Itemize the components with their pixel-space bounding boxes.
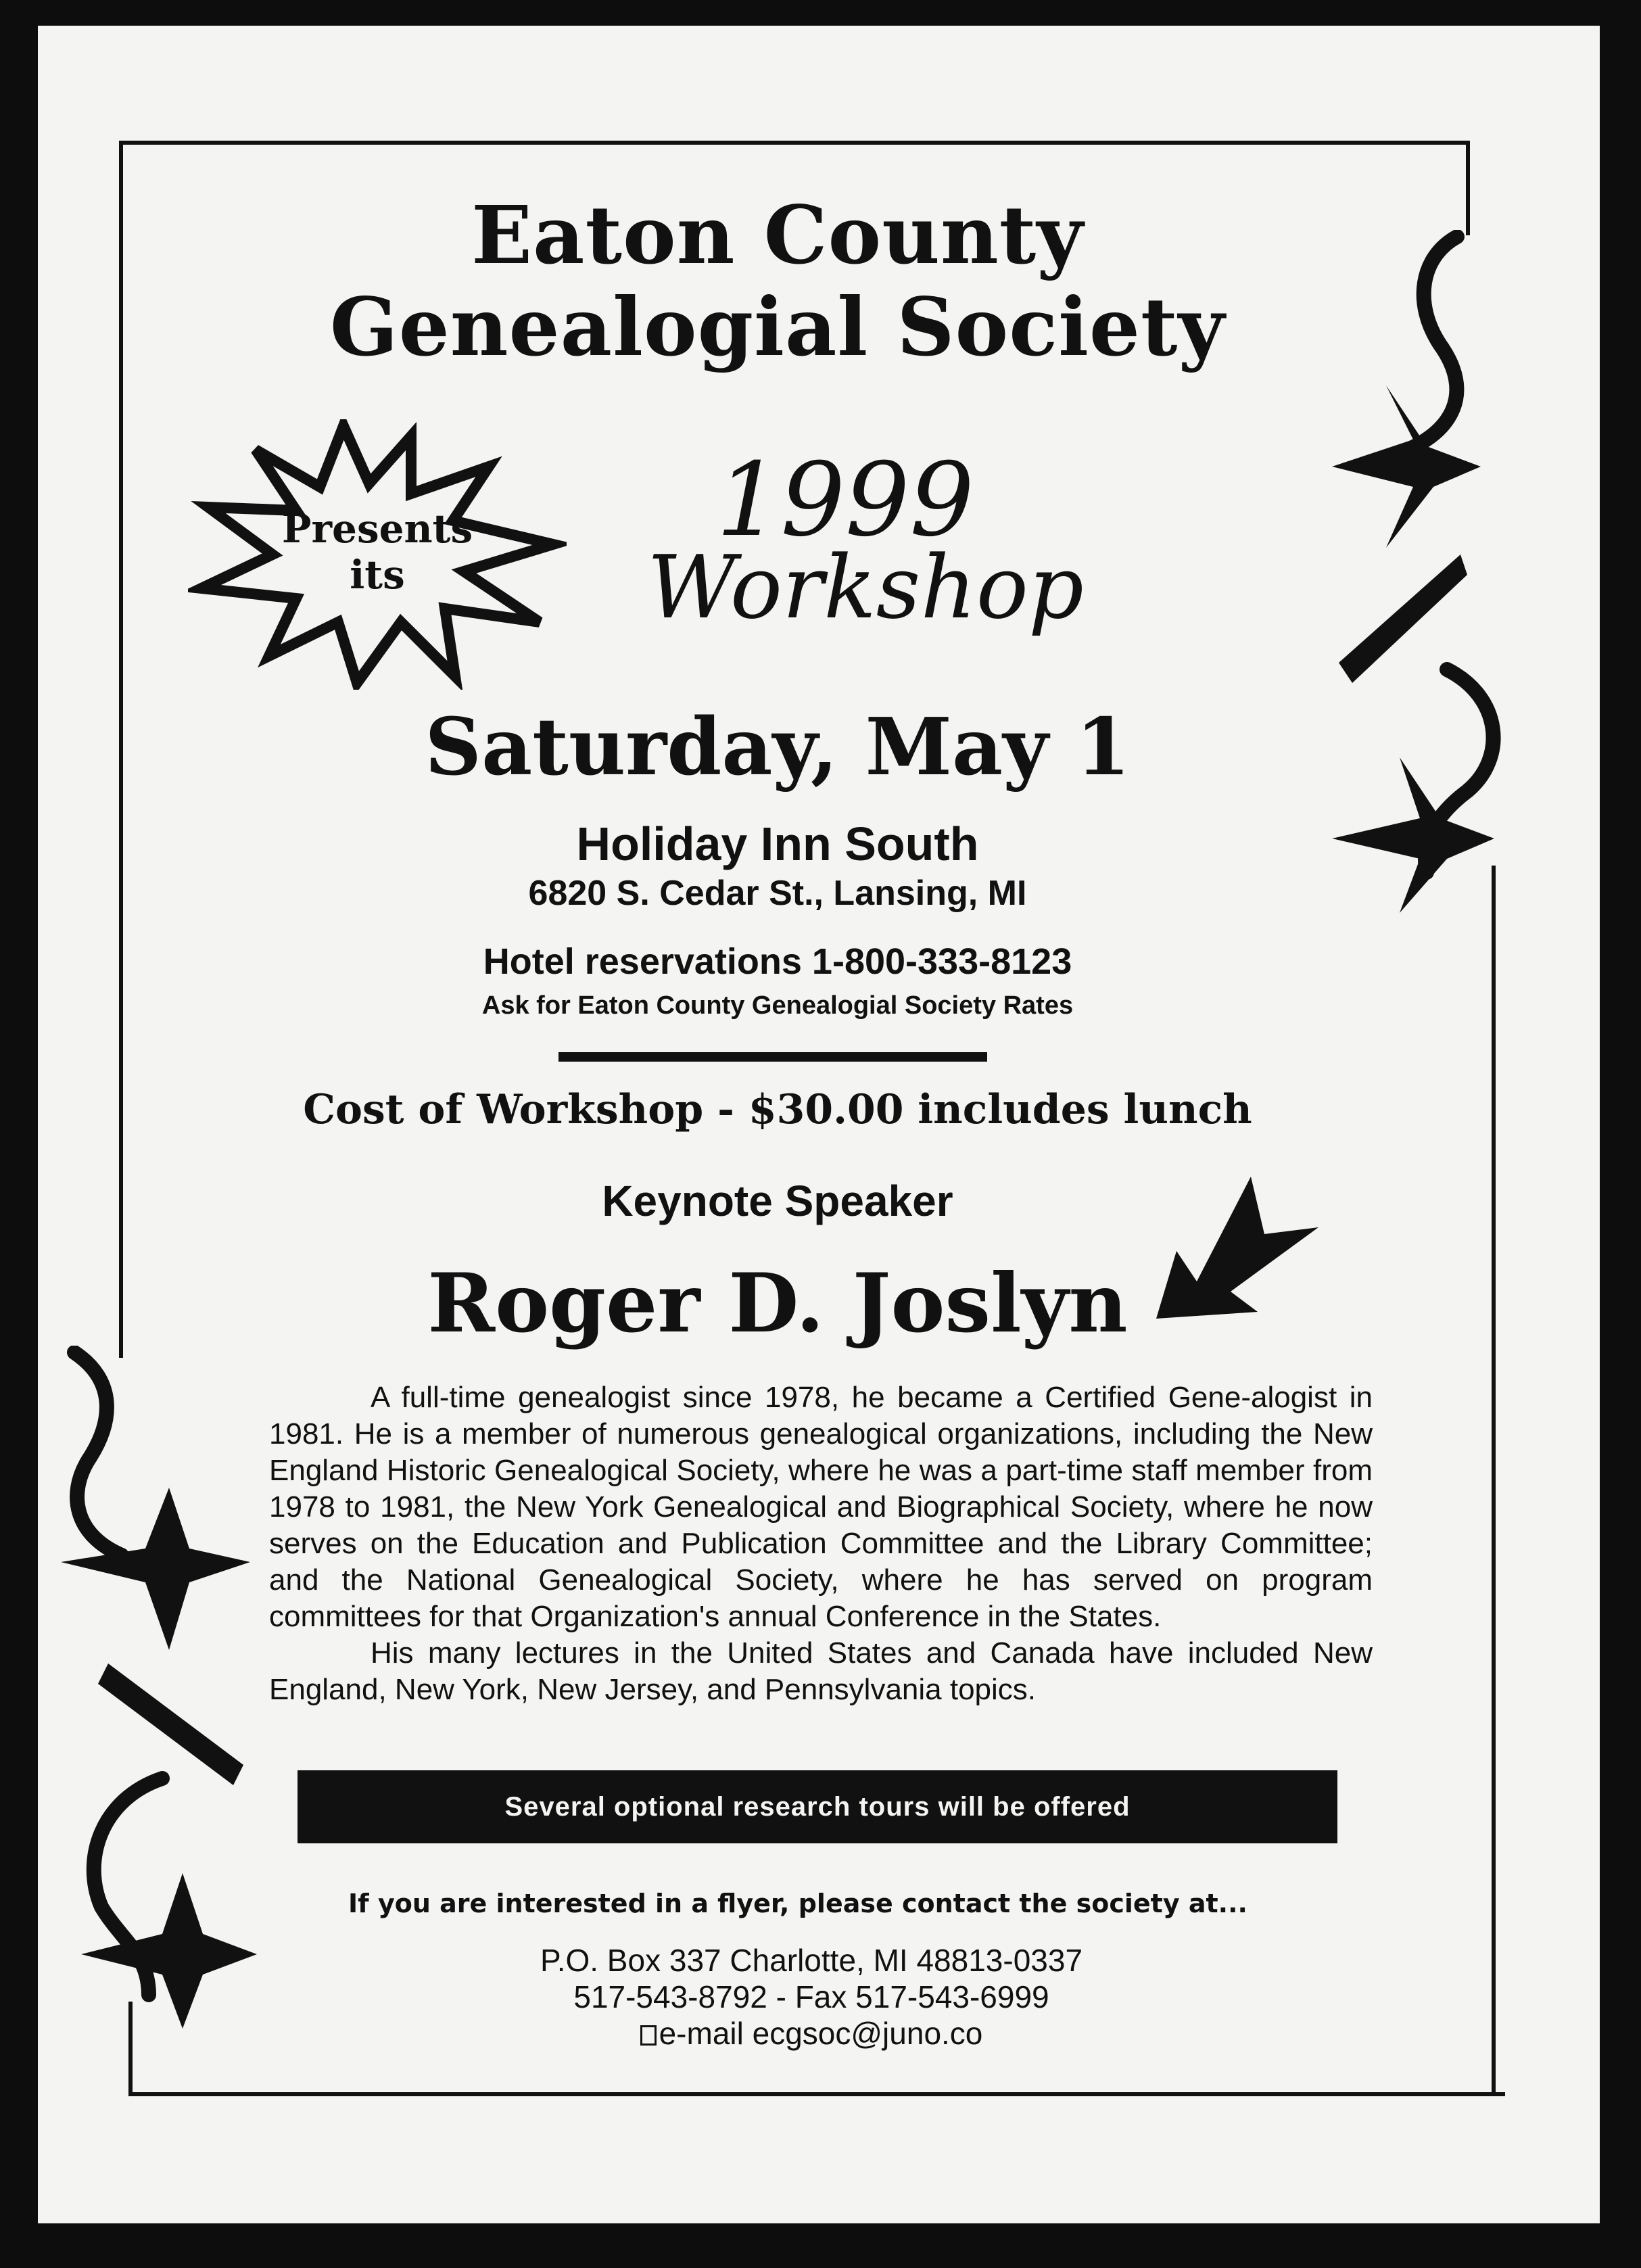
flyer-contact-intro: If you are interested in a flyer, please contact the society at... <box>348 1889 1247 1918</box>
border-right-upper <box>1466 141 1470 235</box>
burst-label <box>269 506 485 598</box>
event-date: Saturday, May 1 <box>425 701 1131 793</box>
rates-note: Ask for Eaton County Genealogial Society Rates <box>481 991 1074 1020</box>
border-top <box>119 141 1470 145</box>
email-box-icon <box>640 2025 657 2046</box>
left-flourish-icon <box>61 1346 264 2035</box>
title-line-1: Eaton County <box>471 188 1084 282</box>
burst-line-1: Presents <box>281 506 473 552</box>
email-line <box>406 2015 1217 2052</box>
speaker-bio <box>269 1379 1373 1708</box>
divider-rule <box>558 1052 987 1062</box>
keynote-label: Keynote Speaker <box>602 1177 953 1225</box>
venue-address: 6820 S. Cedar St., Lansing, MI <box>528 874 1027 913</box>
workshop-cost: Cost of Workshop - $30.00 includes lunch <box>303 1086 1252 1133</box>
workshop-title: Workshop <box>647 538 1084 638</box>
border-left-upper <box>119 141 123 1358</box>
workshop-year: 1999 <box>716 442 974 559</box>
email-address: e-mail ecgsoc@juno.co <box>659 2016 983 2051</box>
bio-paragraph-2: His many lectures in the United States and Canada have included New England, New York, New Jersey, and Pennsylvania topics. <box>269 1636 1373 1706</box>
hotel-reservations: Hotel reservations 1-800-333-8123 <box>483 941 1072 982</box>
title-line-2: Genealogial Society <box>329 280 1226 374</box>
burst-line-2: its <box>350 552 405 598</box>
contact-block <box>406 1942 1217 2052</box>
border-bottom <box>128 2092 1505 2096</box>
phone-fax: 517-543-8792 - Fax 517-543-6999 <box>573 1979 1049 2014</box>
society-title <box>257 189 1298 373</box>
right-flourish-icon <box>1318 230 1521 920</box>
research-tours-banner: Several optional research tours will be offered <box>298 1770 1337 1843</box>
arrow-icon <box>1149 1163 1325 1325</box>
postal-address: P.O. Box 337 Charlotte, MI 48813-0337 <box>540 1943 1083 1978</box>
speaker-name: Roger D. Joslyn <box>427 1256 1128 1351</box>
bio-paragraph-1: A full-time genealogist since 1978, he became a Certified Gene-alogist in 1981. He is a member of numerous genealogical organizations, including the New England Historic Genealogical Society, where he was a part-time staff member from 1978 to 1981, the New York Genealogical and Biographical Society, where he now serves on the Education and Publication Committee and the Library Committee; and the National Genealogical Society, where he has served on program committees for that Organization's annual Conference in the States. <box>269 1381 1373 1633</box>
venue-name: Holiday Inn South <box>576 818 979 870</box>
border-right-lower <box>1492 866 1496 2096</box>
